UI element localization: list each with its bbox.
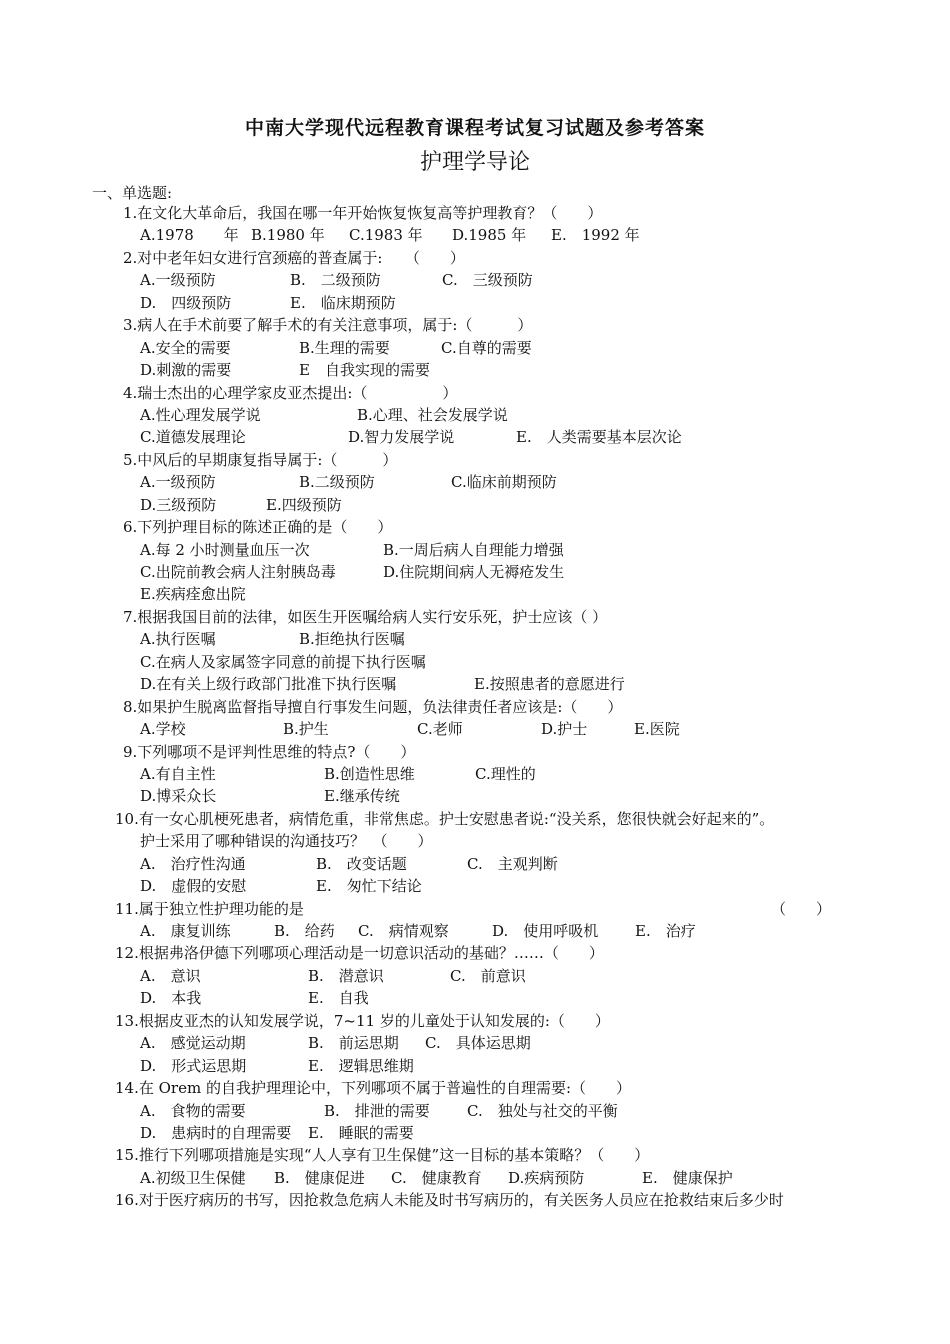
option: D.1985 年 (452, 226, 527, 245)
option: D. 形式运思期 (140, 1056, 247, 1075)
option-row (0, 1100, 950, 1122)
question-stem: 10.有一女心肌梗死患者，病情危重，非常焦虑。护士安慰患者说:“没关系，您很快就会好起来的”。 (115, 809, 775, 828)
option: E. 自我 (308, 989, 369, 1008)
question-stem-row (0, 898, 950, 920)
option-row (0, 673, 950, 695)
option-row (0, 426, 950, 448)
option-row (0, 785, 950, 807)
option: A. 治疗性沟通 (140, 854, 246, 873)
option: C.自尊的需要 (441, 338, 532, 357)
option-row (0, 539, 950, 561)
option: B.1980 年 (251, 226, 325, 245)
option-row (0, 763, 950, 785)
option: B. 排泄的需要 (324, 1101, 430, 1120)
question-stem: 15.推行下列哪项措施是实现“人人享有卫生保健”这一目标的基本策略？（ ） (115, 1146, 650, 1165)
option: B.拒绝执行医嘱 (299, 630, 405, 649)
option: B.二级预防 (299, 473, 375, 492)
option: E. 逻辑思维期 (308, 1056, 414, 1075)
section-heading: 一、单选题: (92, 184, 173, 202)
option: B.一周后病人自理能力增强 (383, 540, 564, 559)
option-row (0, 561, 950, 583)
question-stem: 3.病人在手术前要了解手术的有关注意事项，属于:（ ） (123, 316, 533, 335)
option: B. 前运思期 (308, 1034, 399, 1053)
option-row (0, 583, 950, 605)
option: A.执行医嘱 (140, 630, 216, 649)
option-row (0, 875, 950, 897)
option-row (0, 494, 950, 516)
option: A. 感觉运动期 (140, 1034, 246, 1053)
option: E 自我实现的需要 (299, 361, 430, 380)
option: E.四级预防 (266, 495, 342, 514)
option: C.在病人及家属签字同意的前提下执行医嘱 (140, 652, 426, 671)
option: A.每 2 小时测量血压一次 (140, 540, 310, 559)
option: D.刺激的需要 (140, 361, 232, 380)
option: E.继承传统 (324, 787, 400, 806)
option: C.老师 (417, 720, 463, 739)
question-stem: 7.根据我国目前的法律，如医生开医嘱给病人实行安乐死，护士应该（ ） (123, 607, 608, 626)
option-row (0, 965, 950, 987)
option: D.三级预防 (140, 495, 217, 514)
option: E. 治疗 (635, 922, 696, 940)
question-stem-continued: 护士采用了哪种错误的沟通技巧？ （ ） (140, 832, 433, 851)
option: D.在有关上级行政部门批准下执行医嘱 (140, 675, 397, 694)
option: C.临床前期预防 (451, 473, 557, 492)
question-stem: 8.如果护生脱离监督指导擅自行事发生问题，负法律责任者应该是:（ ） (123, 697, 623, 716)
option: A.1978 年 (140, 226, 239, 245)
option-row (0, 404, 950, 426)
answer-parenthesis: （ ） (771, 899, 832, 918)
option: C. 健康教育 (391, 1168, 482, 1187)
option: C. 前意识 (450, 966, 526, 985)
option: A.一级预防 (140, 271, 216, 290)
option: A.学校 (140, 720, 186, 739)
option: A. 意识 (140, 966, 201, 985)
option-row (0, 1032, 950, 1054)
question-stem: 9.下列哪项不是评判性思维的特点?（ ） (123, 742, 416, 761)
option-row (0, 269, 950, 291)
question-stem: 1.在文化大革命后，我国在哪一年开始恢复恢复高等护理教育？（ ） (123, 204, 603, 222)
option: D.博采众长 (140, 787, 217, 806)
option: E.疾病痊愈出院 (140, 585, 246, 604)
option: B. 二级预防 (290, 271, 381, 290)
option-row (0, 1122, 950, 1144)
option-row (0, 987, 950, 1009)
option: D.住院期间病人无褥疮发生 (383, 563, 565, 581)
option-row (0, 920, 950, 942)
option-row (0, 628, 950, 650)
option: B. 健康促进 (274, 1168, 365, 1187)
option: B.心理、社会发展学说 (357, 405, 508, 424)
option: B.创造性思维 (324, 764, 415, 783)
option-row (0, 471, 950, 493)
question-list (0, 202, 950, 1212)
option: D. 虚假的安慰 (140, 877, 247, 896)
option: C.1983 年 (349, 226, 423, 245)
question-stem: 12.根据弗洛伊德下列哪项心理活动是一切意识活动的基础？……（ ） (115, 944, 604, 963)
option: E.按照患者的意愿进行 (474, 675, 625, 694)
question-stem: 16.对于医疗病历的书写，因抢救急危病人未能及时书写病历的，有关医务人员应在抢救结束后多少时 (115, 1191, 784, 1210)
option: C.出院前教会病人注射胰岛毒 (140, 563, 336, 581)
course-subtitle: 护理学导论 (419, 150, 530, 175)
option: D.护士 (541, 720, 588, 739)
option: E. 1992 年 (551, 226, 640, 245)
option: A.性心理发展学说 (140, 405, 261, 424)
option: D. 本我 (140, 989, 202, 1008)
option-row (0, 359, 950, 381)
option: B. 潜意识 (308, 966, 384, 985)
option: B.护生 (283, 720, 329, 739)
question-stem: 13.根据皮亚杰的认知发展学说，7~11 岁的儿童处于认知发展的:（ ） (115, 1011, 610, 1030)
option: B. 给药 (274, 922, 335, 940)
option: C.道德发展理论 (140, 428, 246, 447)
option-row (0, 1167, 950, 1189)
option: E. 人类需要基本层次论 (516, 428, 682, 447)
option: C. 独处与社交的平衡 (467, 1101, 618, 1120)
option: B. 改变话题 (316, 854, 407, 873)
option-row (0, 651, 950, 673)
option: D.智力发展学说 (348, 428, 455, 447)
option: A.初级卫生保健 (140, 1168, 246, 1187)
option: A. 食物的需要 (140, 1101, 246, 1120)
option-row (0, 224, 950, 246)
option-row (0, 1055, 950, 1077)
question-stem: 4.瑞士杰出的心理学家皮亚杰提出:（ ） (123, 383, 458, 402)
option: E. 健康保护 (642, 1168, 733, 1187)
option: D. 患病时的自理需要 (140, 1123, 292, 1142)
question-stem: 14.在 Orem 的自我护理理论中，下列哪项不属于普遍性的自理需要:（ ） (115, 1079, 632, 1098)
option-row (0, 292, 950, 314)
option: A.有自主性 (140, 764, 216, 783)
option: E. 睡眠的需要 (308, 1123, 414, 1142)
option: A. 康复训练 (140, 922, 231, 940)
option: C. 主观判断 (467, 854, 558, 873)
option: E. 匆忙下结论 (316, 877, 422, 896)
document-title: 中南大学现代远程教育课程考试复习试题及参考答案 (244, 117, 705, 139)
option: D. 使用呼吸机 (492, 922, 599, 940)
option-row (0, 718, 950, 740)
option: D.疾病预防 (508, 1168, 585, 1187)
option: E. 临床期预防 (290, 293, 396, 312)
option: C. 病情观察 (358, 922, 449, 940)
question-stem: 6.下列护理目标的陈述正确的是（ ） (123, 518, 393, 537)
option: A.一级预防 (140, 473, 216, 492)
option: C.理性的 (475, 764, 536, 783)
option: E.医院 (634, 720, 680, 739)
option: C. 具体运思期 (425, 1034, 531, 1053)
option-row (0, 853, 950, 875)
question-stem: 11.属于独立性护理功能的是 (115, 899, 304, 918)
question-stem: 2.对中老年妇女进行宫颈癌的普查属于: （ ） (123, 248, 465, 267)
option: A.安全的需要 (140, 338, 231, 357)
question-stem: 5.中风后的早期康复指导属于:（ ） (123, 450, 398, 469)
option-row (0, 337, 950, 359)
option: C. 三级预防 (442, 271, 533, 290)
option: D. 四级预防 (140, 293, 232, 312)
option: B.生理的需要 (299, 338, 390, 357)
